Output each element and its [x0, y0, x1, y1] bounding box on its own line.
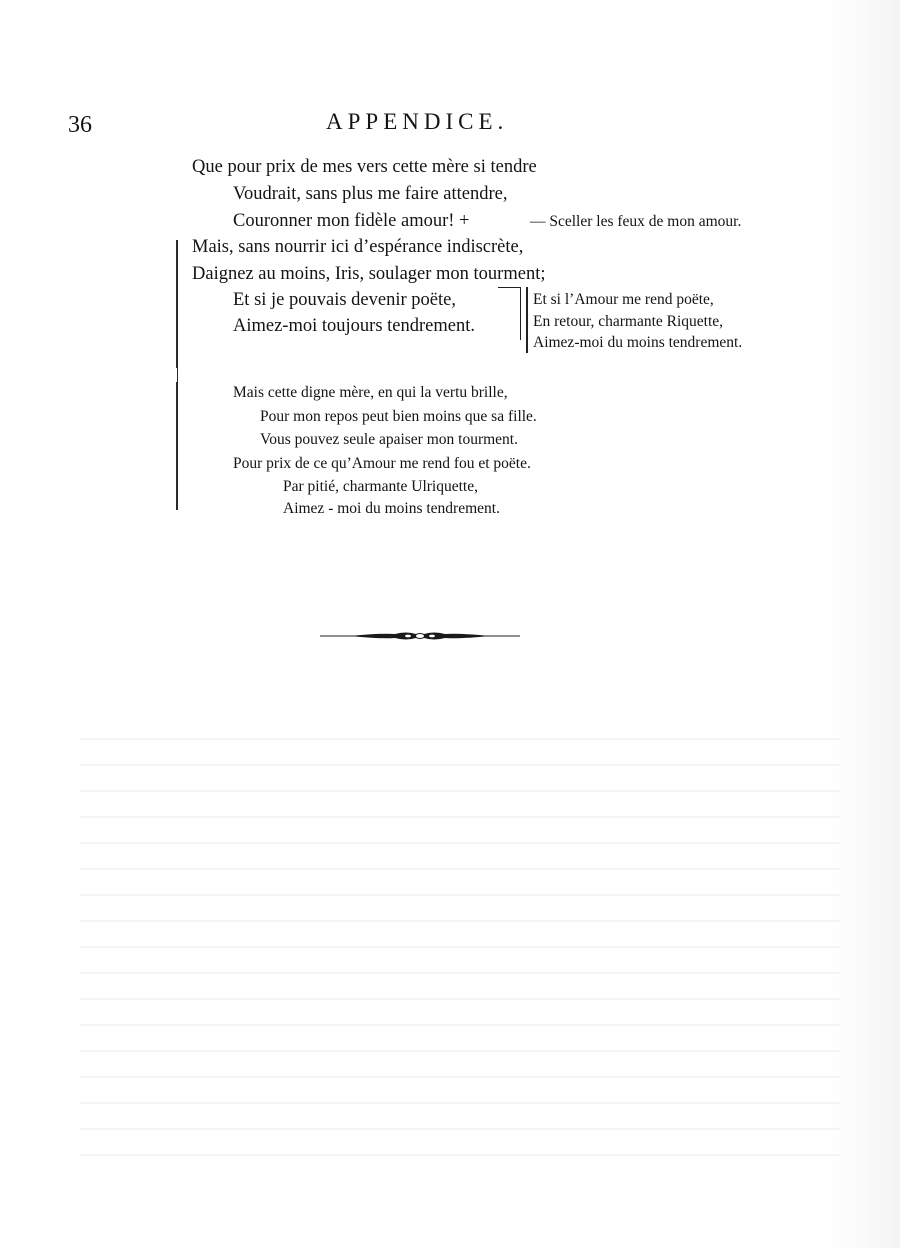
bleed-through-texture — [80, 720, 840, 1180]
verse-line: Aimez-moi toujours tendrement. — [233, 316, 475, 336]
alt-verse-line: Aimez - moi du moins tendrement. — [283, 500, 500, 517]
variant-line: Et si l’Amour me rend poëte, — [533, 291, 714, 308]
variant-line: Aimez-moi du moins tendrement. — [533, 334, 743, 351]
alt-verse-line: Par pitié, charmante Ulriquette, — [283, 478, 478, 495]
alt-verse-line: Vous pouvez seule apaiser mon tourment. — [260, 431, 518, 448]
page-number: 36 — [68, 112, 92, 138]
running-head: APPENDICE. — [326, 109, 509, 134]
marginal-rule — [176, 240, 178, 510]
alt-verse-line: Pour prix de ce qu’Amour me rend fou et poëte. — [233, 455, 531, 472]
alt-verse-line: Pour mon repos peut bien moins que sa fille. — [260, 408, 537, 425]
verse-line: Voudrait, sans plus me faire attendre, — [233, 184, 508, 204]
ornament-divider-icon — [320, 626, 520, 646]
verse-line: Et si je pouvais devenir poëte, — [233, 290, 456, 310]
alt-verse-line: Mais cette digne mère, en qui la vertu brille, — [233, 384, 508, 401]
verse-line: Daignez au moins, Iris, soulager mon tourment; — [192, 264, 546, 284]
verse-line: Mais, sans nourrir ici d’espérance indiscrète, — [192, 237, 524, 257]
verse-line: Que pour prix de mes vers cette mère si tendre — [192, 157, 537, 177]
inline-variant: — Sceller les feux de mon amour. — [530, 213, 742, 230]
verse-line: Couronner mon fidèle amour! + — [233, 211, 470, 231]
variant-line: En retour, charmante Riquette, — [533, 313, 724, 330]
variant-rule — [526, 287, 528, 353]
variant-bracket — [498, 287, 521, 340]
